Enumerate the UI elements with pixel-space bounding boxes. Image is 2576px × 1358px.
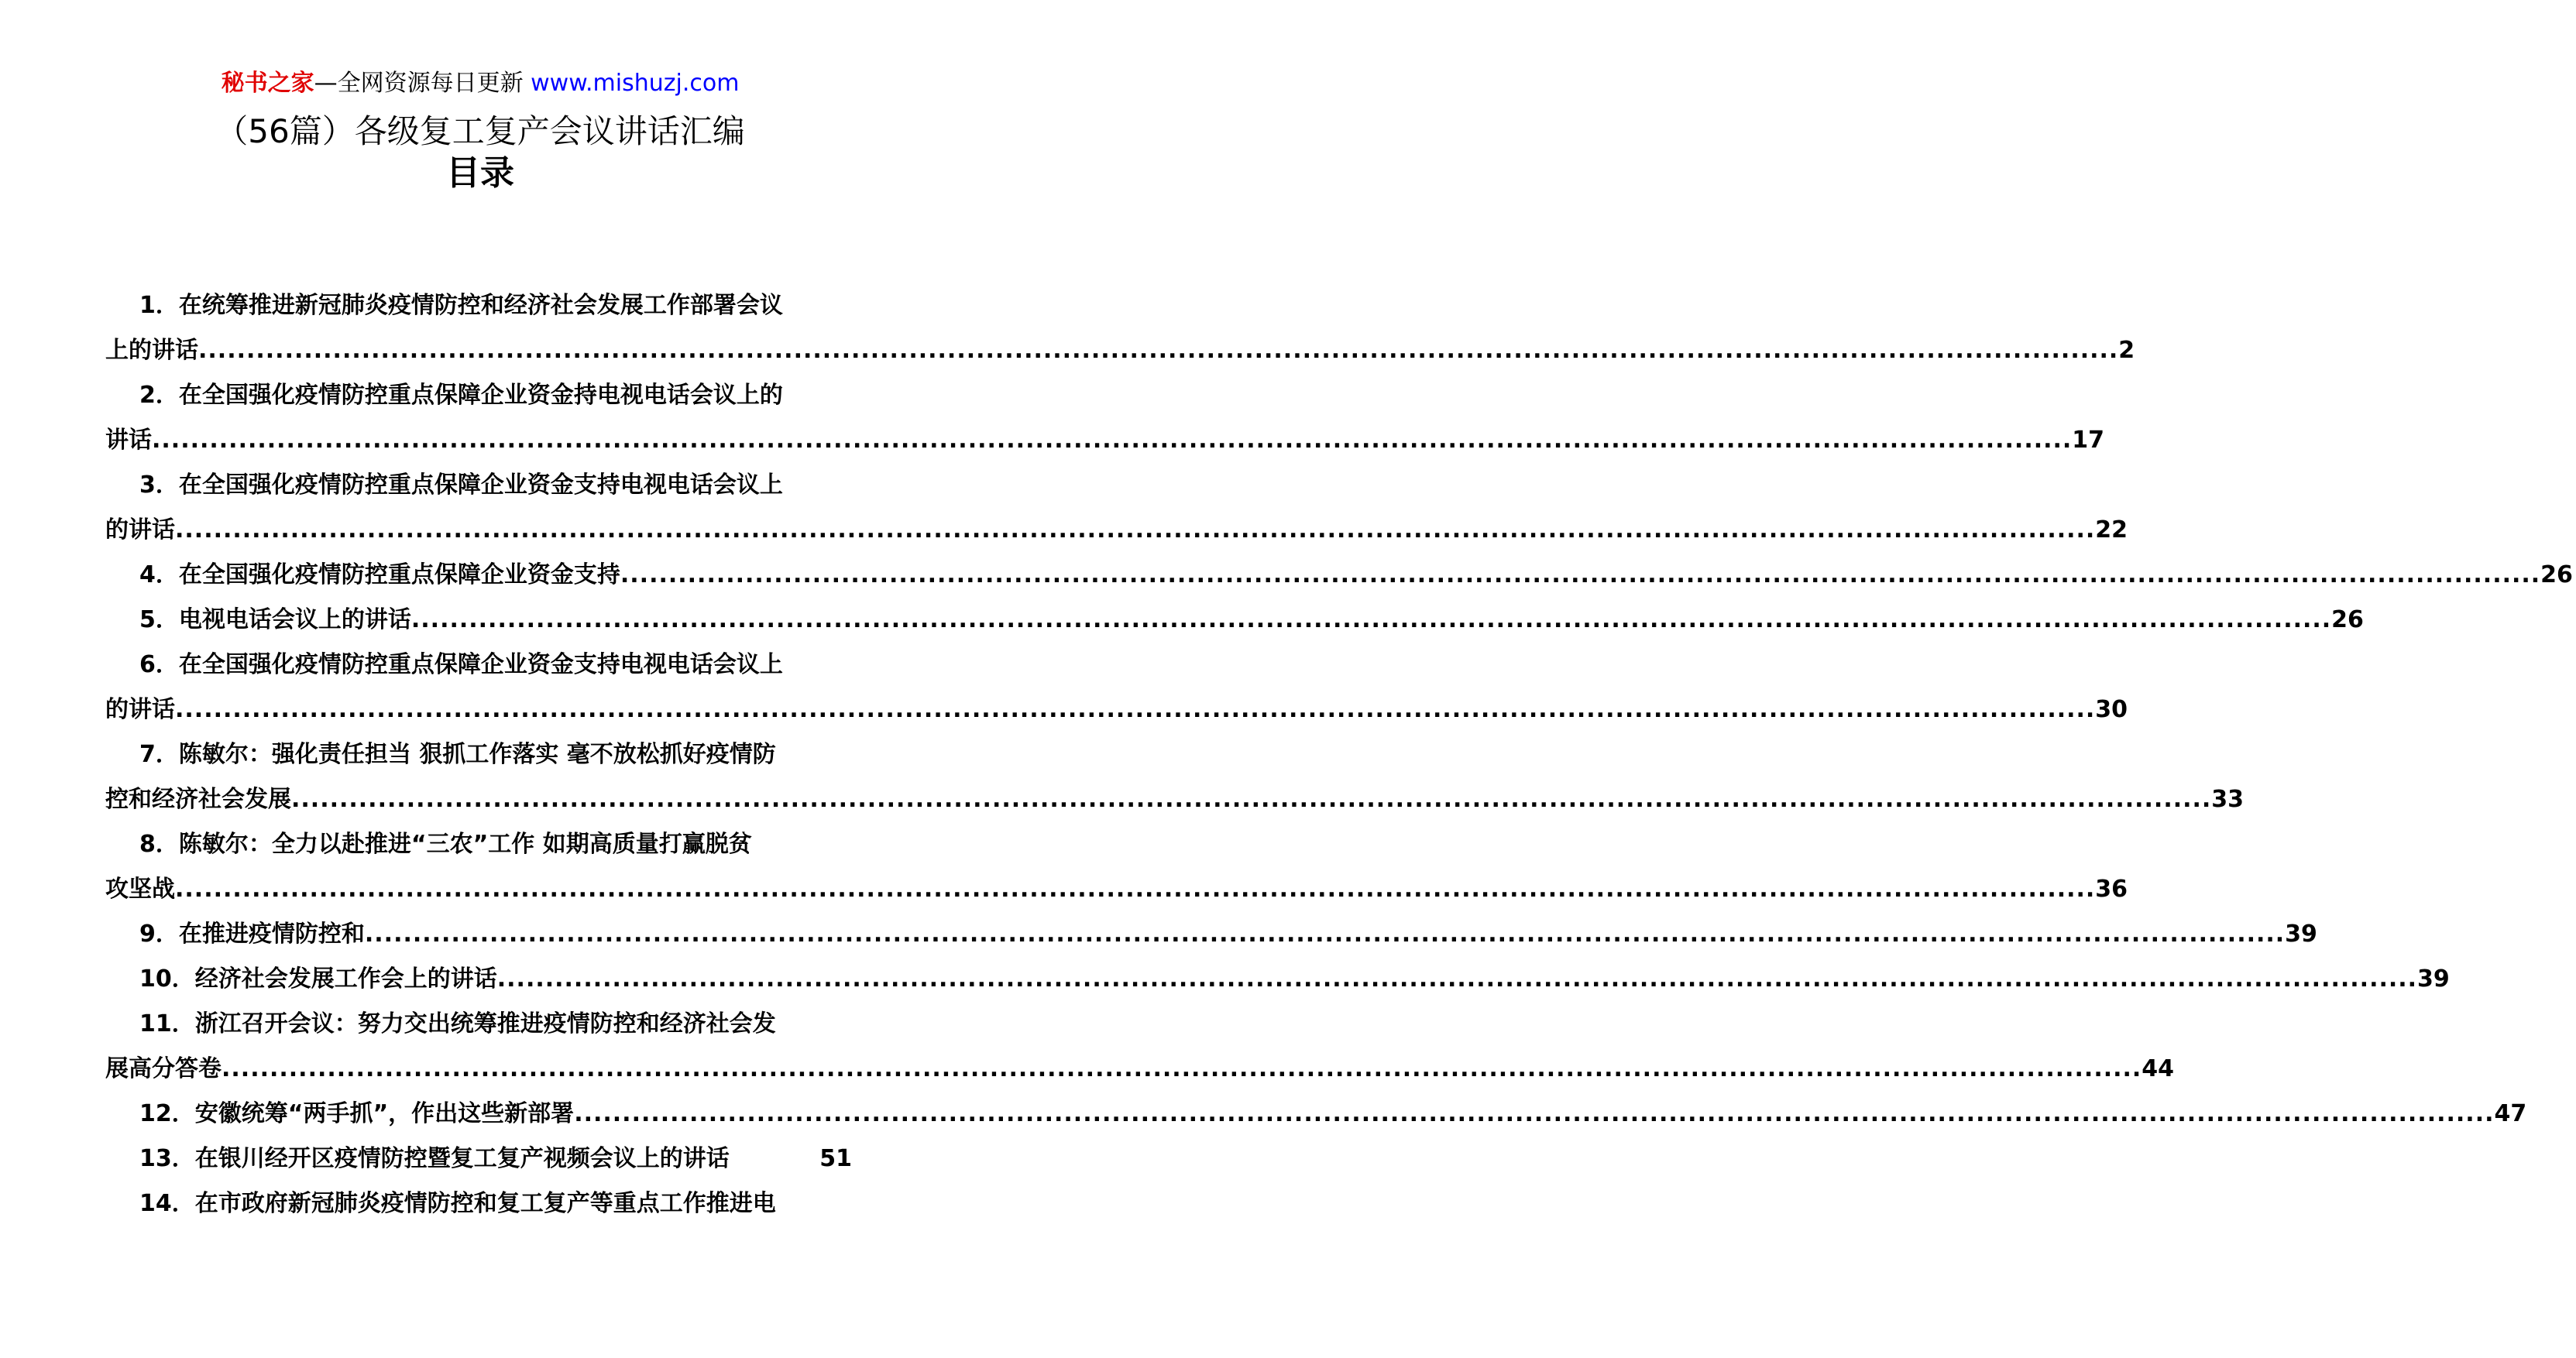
toc-page-number: 26 — [2331, 606, 2364, 633]
toc-page-number: 39 — [2417, 965, 2450, 993]
toc-leader: ........................................................................................................................................................................................................ — [291, 786, 2212, 813]
toc-entry-title: 8．陈敏尔：全力以赴推进“三农”工作 如期高质量打赢脱贫 — [139, 831, 752, 858]
table-of-contents — [105, 283, 2573, 1226]
toc-entry[interactable] — [105, 1092, 2527, 1137]
toc-entry[interactable] — [105, 822, 2128, 912]
toc-entry-title: 13．在银川经开区疫情防控暨复工复产视频会议上的讲话 — [139, 1145, 730, 1172]
toc-entry-title-continued: 上的讲话 — [105, 337, 198, 364]
toc-entry[interactable] — [105, 283, 2135, 373]
toc-entry-title: 6．在全国强化疫情防控重点保障企业资金支持电视电话会议上 — [139, 651, 783, 678]
toc-entry-title: 4．在全国强化疫情防控重点保障企业资金支持 — [139, 561, 620, 588]
toc-entry-title: 14．在市政府新冠肺炎疫情防控和复工复产等重点工作推进电 — [139, 1190, 776, 1217]
toc-page-number: 17 — [2072, 427, 2105, 454]
toc-entry-title: 7．陈敏尔：强化责任担当 狠抓工作落实 毫不放松抓好疫情防 — [139, 741, 776, 768]
document-title: （56篇）各级复工复产会议讲话汇编 — [215, 112, 745, 150]
toc-entry-title: 11．浙江召开会议：努力交出统筹推进疫情防控和经济社会发 — [139, 1010, 776, 1037]
toc-entry[interactable] — [105, 1137, 855, 1181]
site-url-link[interactable]: www.mishuzj.com — [531, 70, 740, 97]
toc-leader: ........................................................................................................................................................................................................ — [152, 427, 2073, 454]
toc-page-number: 51 — [819, 1145, 852, 1172]
toc-entry-title-continued: 展高分答卷 — [105, 1055, 222, 1082]
brand-name: 秘书之家 — [221, 70, 314, 97]
toc-entry-title: 1．在统筹推进新冠肺炎疫情防控和经济社会发展工作部署会议 — [139, 292, 783, 319]
toc-entry-title: 9．在推进疫情防控和 — [139, 921, 365, 948]
toc-entry[interactable] — [105, 732, 2245, 822]
toc-entry-title: 12．安徽统筹“两手抓”，作出这些新部署 — [139, 1100, 575, 1127]
toc-entry-title: 2．在全国强化疫情防控重点保障企业资金持电视电话会议上的 — [139, 382, 783, 409]
toc-entry-title: 10．经济社会发展工作会上的讲话 — [139, 965, 497, 993]
toc-leader: ........................................................................................................................................................................................................ — [175, 876, 2096, 903]
toc-leader: ........................................................................................................................................................................................................ — [496, 965, 2418, 993]
toc-page-number: 33 — [2211, 786, 2245, 813]
toc-entry[interactable] — [105, 1002, 2175, 1092]
toc-page-number: 22 — [2095, 516, 2128, 544]
toc-entry[interactable] — [105, 373, 2105, 463]
toc-heading: 目录 — [446, 153, 514, 193]
toc-page-number: 30 — [2095, 696, 2128, 723]
toc-leader: ........................................................................................................................................................................................................ — [410, 606, 2332, 633]
toc-page-number: 44 — [2142, 1055, 2175, 1082]
header-tagline: —全网资源每日更新 — [314, 70, 524, 97]
site-header — [0, 68, 960, 99]
toc-leader: ........................................................................................................................................................................................................ — [198, 337, 2119, 364]
toc-leader: ........................................................................................................................................................................................................ — [222, 1055, 2142, 1082]
toc-leader: ........................................................................................................................................................................................................ — [620, 561, 2541, 588]
toc-entry[interactable] — [105, 463, 2128, 553]
toc-entry-title-continued: 讲话 — [105, 427, 152, 454]
toc-entry[interactable] — [105, 598, 2364, 643]
toc-entry[interactable] — [105, 912, 2317, 957]
toc-page-number: 26 — [2540, 561, 2573, 588]
toc-page-number: 36 — [2095, 876, 2128, 903]
toc-page-number: 39 — [2285, 921, 2317, 948]
toc-entry[interactable] — [105, 957, 2450, 1002]
toc-entry-title: 5．电视电话会议上的讲话 — [139, 606, 411, 633]
toc-leader — [730, 1137, 820, 1181]
toc-entry-title-continued: 控和经济社会发展 — [105, 786, 291, 813]
toc-entry-title-continued: 的讲话 — [105, 516, 175, 544]
toc-entry-title-continued: 的讲话 — [105, 696, 175, 723]
toc-entry-title: 3．在全国强化疫情防控重点保障企业资金支持电视电话会议上 — [139, 472, 783, 499]
toc-leader: ........................................................................................................................................................................................................ — [364, 921, 2286, 948]
toc-leader: ........................................................................................................................................................................................................ — [175, 696, 2096, 723]
toc-page-number: 2 — [2118, 337, 2135, 364]
toc-entry[interactable] — [105, 643, 2128, 732]
toc-entry[interactable] — [105, 553, 2573, 598]
toc-leader: ........................................................................................................................................................................................................ — [574, 1100, 2495, 1127]
toc-leader: ........................................................................................................................................................................................................ — [175, 516, 2096, 544]
toc-page-number: 47 — [2494, 1100, 2527, 1127]
toc-entry-title-continued: 攻坚战 — [105, 876, 175, 903]
toc-entry[interactable] — [105, 1181, 855, 1226]
